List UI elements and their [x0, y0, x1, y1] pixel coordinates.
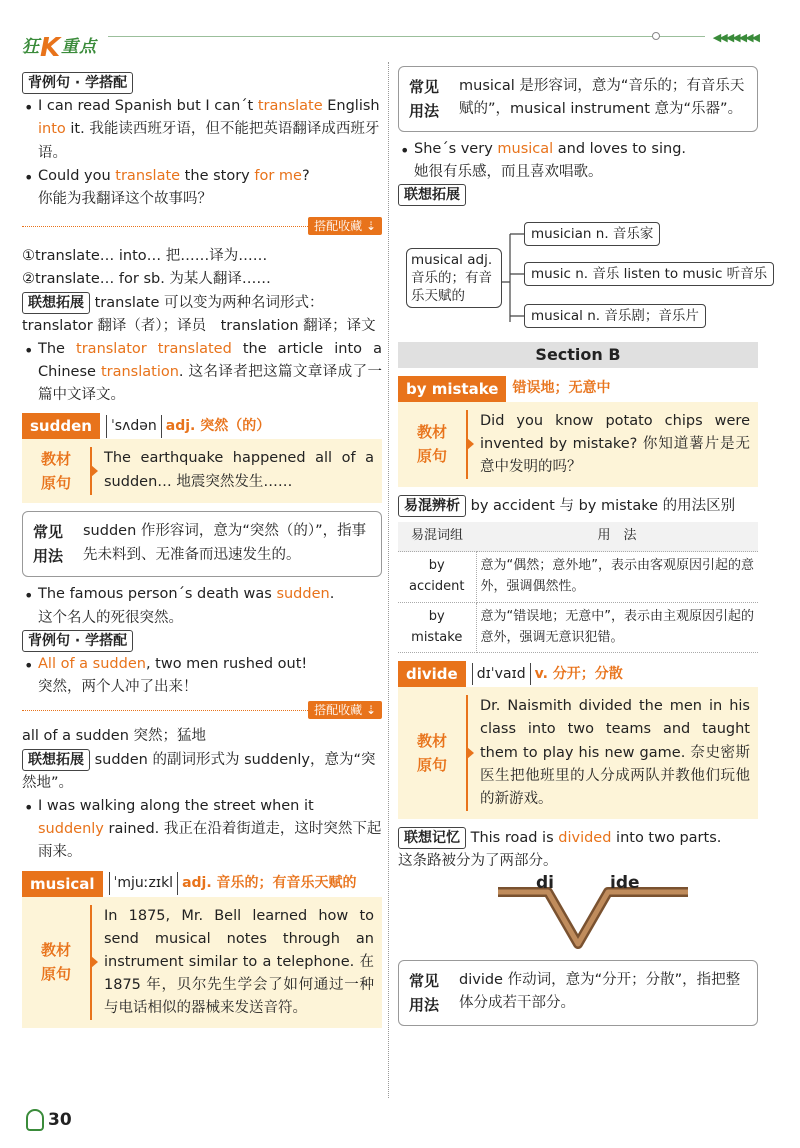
road-label-left: di: [536, 872, 554, 893]
road-v-shape: [398, 874, 758, 954]
association-diagram: [398, 212, 768, 332]
part-of-speech: v. 分开；分散: [534, 666, 623, 683]
word-head-sudden: [22, 413, 382, 439]
section-title: Section B: [398, 342, 758, 368]
example-suddenly: • I was walking along the street when it suddenly rained. 我正在沿着街道走，这时突然下起雨来。: [22, 795, 382, 865]
memory-divide-cn: 这条路被分为了两部分。: [398, 853, 558, 870]
header-arrows-icon: ◀◀◀◀◀◀◀: [712, 31, 758, 44]
right-column: [398, 62, 768, 1032]
example-musical-cn: 她很有乐感，而且喜欢唱歌。: [414, 164, 603, 181]
usage-box-divide: 常见 用法 divide 作动词，意为“分开；分散”，指把整体分成若干部分。: [398, 960, 758, 1026]
part-of-speech: adj. 突然（的）: [165, 418, 271, 435]
memory-divide: 联想记忆 This road is divided into two parts.: [398, 827, 758, 850]
collocation-collect-button[interactable]: 搭配收藏 ⇣: [308, 217, 382, 235]
association-center: musical adj. 音乐的；有音乐天赋的: [406, 248, 502, 309]
page-number: 30: [26, 1107, 72, 1134]
textbook-sentence-by-mistake: 教材 原句 Did you know potato chips were invented by mistake? 你知道薯片是无意中发明的吗？: [398, 402, 758, 488]
phonetic: ˈsʌdən: [106, 415, 162, 437]
example-translate-2-cn: 你能为我翻译这个故事吗？: [38, 190, 212, 207]
textbook-sentence-sudden: 教材 原句 The earthquake happened all of a sudden… 地震突然发生……: [22, 439, 382, 503]
example-sudden-1-cn: 这个名人的死很突然。: [38, 609, 183, 626]
extension-sudden: 联想拓展 sudden 的副词形式为 suddenly，意为“突然地”。: [22, 749, 382, 795]
tag-extension: 联想拓展: [22, 292, 90, 314]
word-tag: by mistake: [398, 376, 506, 402]
word-tag: divide: [398, 661, 466, 687]
lightbulb-icon: [26, 1109, 44, 1131]
association-leaf-musical-noun: musical n. 音乐剧；音乐片: [524, 304, 706, 328]
word-tag: sudden: [22, 413, 100, 439]
comparison-table: [398, 522, 758, 653]
table-header-row: 易混词组 用 法: [398, 522, 758, 551]
example-translate-2: • Could you translate the story for me?: [22, 165, 382, 188]
textbook-sentence-musical: 教材 原句 In 1875, Mr. Bell learned how to send musical notes through an instrument similar to a telephone. 在 1875 年，贝尔先生学会了如何通过一种与电话相似的器械来发送音符。: [22, 897, 382, 1029]
association-leaf-musician: musician n. 音乐家: [524, 222, 660, 246]
page-header: [0, 0, 800, 63]
part-of-speech: adj. 音乐的；有音乐天赋的: [182, 875, 357, 892]
left-column: [22, 62, 382, 1036]
meaning: 错误地；无意中: [512, 380, 611, 397]
extension-translate-line2: translator 翻译（者）；译员 translation 翻译；译文: [22, 317, 376, 334]
brand-logo: [22, 24, 97, 66]
tag-examples-2: 背例句 · 学搭配: [22, 630, 133, 652]
example-sudden-2: • All of a sudden, two men rushed out!: [22, 653, 382, 676]
phonetic: ˈmjuːzɪkl: [109, 872, 179, 894]
example-translator: • The translator translated the article into a Chinese translation. 这名译者把这篇文章译成了一篇中文译文。: [22, 338, 382, 408]
textbook-sentence-divide: 教材 原句 Dr. Naismith divided the men in his class into two teams and taught them to play his new game. 奈史密斯医生把他班里的人分成两队并教他们玩他的新游戏。: [398, 687, 758, 819]
example-musical: • She´s very musical and loves to sing.: [398, 138, 758, 161]
confusion-heading: 易混辨析 by accident 与 by mistake 的用法区别: [398, 495, 758, 518]
extension-translate: 联想拓展 translate 可以变为两种名词形式：: [22, 292, 382, 315]
road-label-right: ide: [610, 872, 640, 893]
word-head-by-mistake: [398, 376, 758, 402]
word-head-musical: [22, 871, 382, 897]
collocation-divider: [22, 217, 382, 235]
logo-text-post: 重点: [61, 37, 98, 57]
association-leaf-music: music n. 音乐 listen to music 听音乐: [524, 262, 774, 286]
word-tag: musical: [22, 871, 103, 897]
header-rule-dot: [652, 32, 660, 40]
collocation-divider-2: [22, 701, 382, 719]
example-translate-1: • I can read Spanish but I can´t translate English into it. 我能读西班牙语，但不能把英语翻译成西班牙语。: [22, 95, 382, 165]
collocation-collect-button-2[interactable]: 搭配收藏 ⇣: [308, 701, 382, 719]
logo-text-pre: 狂: [22, 37, 40, 57]
logo-k: K: [40, 33, 62, 63]
collocation-sudden: all of a sudden 突然；猛地: [22, 728, 207, 745]
tag-examples: 背例句 · 学搭配: [22, 72, 133, 94]
collocation-2: ②translate… for sb. 为某人翻译……: [22, 271, 271, 288]
example-sudden-2-cn: 突然，两个人冲了出来！: [38, 679, 198, 696]
table-row: by mistake 意为“错误地；无意中”，表示由主观原因引起的意外，强调无意识犯错。: [398, 602, 758, 653]
example-sudden-1: • The famous person´s death was sudden.: [22, 583, 382, 606]
phonetic: dɪˈvaɪd: [472, 663, 531, 685]
usage-box-musical: 常见 用法 musical 是形容词，意为“音乐的；有音乐天赋的”，musical instrument 意为“乐器”。: [398, 66, 758, 132]
road-illustration: [398, 874, 758, 954]
table-row: by accident 意为“偶然；意外地”，表示由客观原因引起的意外，强调偶然性。: [398, 552, 758, 603]
column-divider: [388, 62, 389, 1098]
header-rule: [108, 36, 705, 37]
tag-association: 联想拓展: [398, 184, 466, 206]
usage-box-sudden: 常见 用法 sudden 作形容词，意为“突然（的）”，指事先未料到、无准备而迅速发生的。: [22, 511, 382, 577]
word-head-divide: [398, 661, 758, 687]
collocation-1: ①translate… into… 把……译为……: [22, 248, 268, 265]
